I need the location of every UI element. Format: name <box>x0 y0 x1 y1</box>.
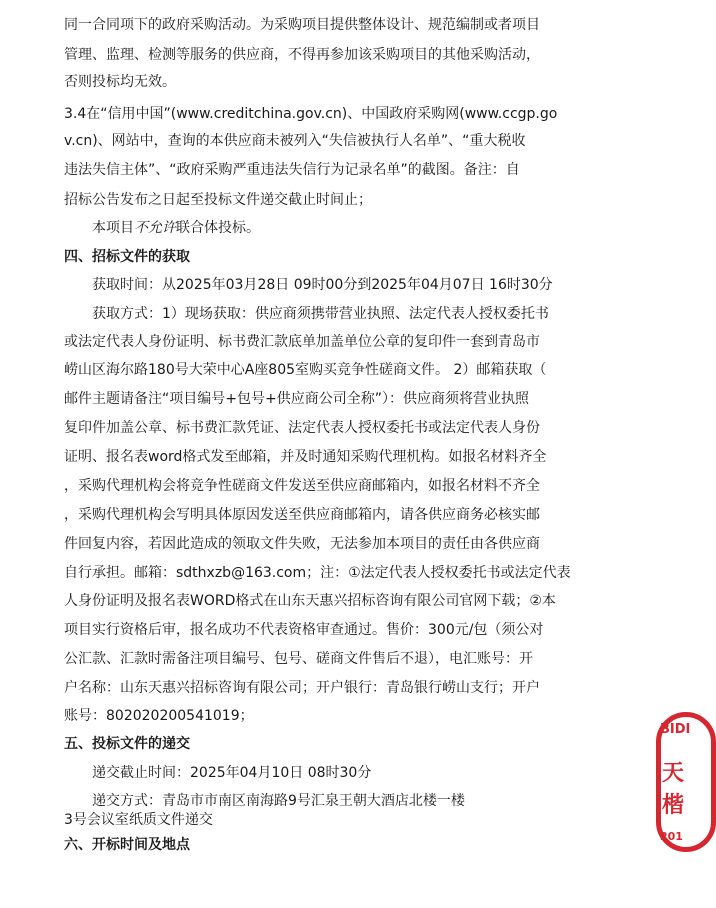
text-line: 管理、监理、检测等服务的供应商，不得再参加该采购项目的其他采购活动， <box>64 47 540 63</box>
text-line: 3号会议室纸质文件递交 <box>64 812 213 828</box>
text-line: 招标公告发布之日起至投标文件递交截止时间止； <box>64 192 372 208</box>
emphasis-text: 不允许 <box>134 220 176 236</box>
text-line: 崂山区海尔路180号大荣中心A座805室购买竞争性磋商文件。 2）邮箱获取（ <box>64 362 547 378</box>
text-segment: 联合体投标。 <box>176 220 260 236</box>
text-line: 户名称：山东天惠兴招标咨询有限公司；开户银行：青岛银行崂山支行；开户 <box>64 680 540 696</box>
seal-text: 201 <box>660 830 683 843</box>
text-line: 自行承担。邮箱：sdthxzb@163.com；注：①法定代表人授权委托书或法定代表 <box>64 565 571 581</box>
text-line: 账号：802020200541019； <box>64 708 254 724</box>
text-line: 获取时间：从2025年03月28日 09时00分到2025年04月07日 16时30分 <box>92 277 553 293</box>
seal-text: 楷 <box>662 793 685 818</box>
section-heading-4: 四、招标文件的获取 <box>64 249 190 265</box>
text-line: 件回复内容，若因此造成的领取文件失败，无法参加本项目的责任由各供应商 <box>64 536 540 552</box>
text-line: ，采购代理机构会将竞争性磋商文件发送至供应商邮箱内，如报名材料不齐全 <box>64 478 540 494</box>
section-heading-6: 六、开标时间及地点 <box>64 837 190 853</box>
text-line: 或法定代表人身份证明、标书费汇款底单加盖单位公章的复印件一套到青岛市 <box>64 334 540 350</box>
text-line: 邮件主题请备注“项目编号+包号+供应商公司全称”）：供应商须将营业执照 <box>64 391 529 407</box>
text-line: ，采购代理机构会写明具体原因发送至供应商邮箱内，请各供应商务必核实邮 <box>64 507 540 523</box>
seal-text: BIDI <box>660 722 691 737</box>
text-line: v.cn)、网站中，查询的本供应商未被列入“失信被执行人名单”、“重大税收 <box>64 133 526 149</box>
text-line: 递交截止时间：2025年04月10日 08时30分 <box>92 765 372 781</box>
text-line: 公汇款、汇款时需备注项目编号、包号、磋商文件售后不退），电汇账号：开 <box>64 651 533 667</box>
text-line: 证明、报名表word格式发至邮箱，并及时通知采购代理机构。如报名材料齐全 <box>64 449 547 465</box>
seal-text: 天 <box>662 761 685 786</box>
section-heading-5: 五、投标文件的递交 <box>64 736 190 752</box>
text-line: 人身份证明及报名表WORD格式在山东天惠兴招标咨询有限公司官网下载；②本 <box>64 593 556 609</box>
text-line: 复印件加盖公章、标书费汇款凭证、法定代表人授权委托书或法定代表人身份 <box>64 420 540 436</box>
text-line: 否则投标均无效。 <box>64 74 176 90</box>
text-line: 3.4在“信用中国”(www.creditchina.gov.cn)、中国政府采购网(www.ccgp.go <box>64 106 558 122</box>
text-segment: 本项目 <box>92 220 134 236</box>
text-line <box>92 218 260 238</box>
text-line: 递交方式：青岛市市南区南海路9号汇泉王朝大酒店北楼一楼 <box>92 793 465 809</box>
text-line: 获取方式：1）现场获取：供应商须携带营业执照、法定代表人授权委托书 <box>92 306 549 322</box>
text-line: 同一合同项下的政府采购活动。为采购项目提供整体设计、规范编制或者项目 <box>64 17 540 33</box>
text-line: 项目实行资格后审，报名成功不代表资格审查通过。售价：300元/包（须公对 <box>64 622 544 638</box>
company-seal-stamp <box>656 712 691 852</box>
text-line: 违法失信主体”、“政府采购严重违法失信行为记录名单”的截图。备注：自 <box>64 162 520 178</box>
